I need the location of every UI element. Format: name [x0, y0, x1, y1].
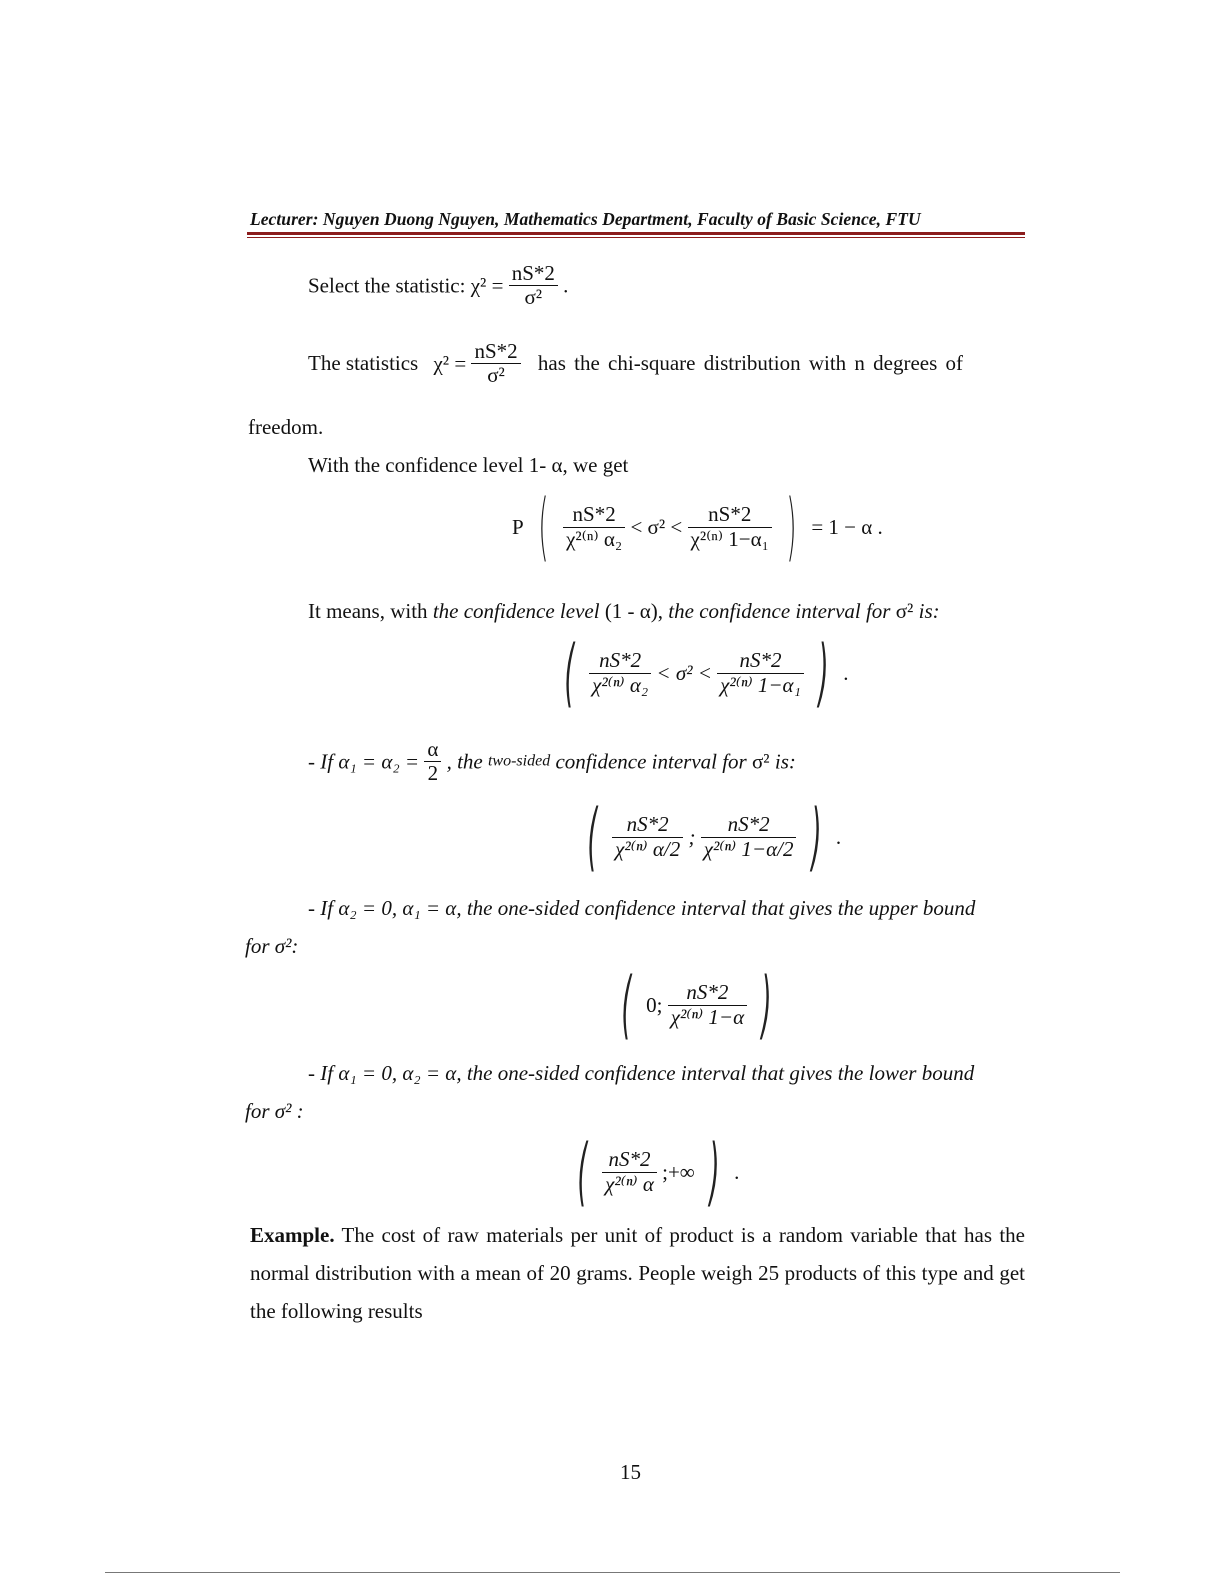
page-number: 15 — [620, 1460, 641, 1484]
confidence-interval-formula: ( $\frac{nS*2}{\text{χ²⁽ⁿ⁾ α₂}}$ < σ² < $\frac{nS*2}{\text{χ²⁽ⁿ⁾ 1−α₁}}$ ) . — [564, 630, 849, 716]
lower-bound-formula: ( $\frac{nS*2}{\text{χ²⁽ⁿ⁾ α}}$ ;+∞ ) . — [577, 1129, 740, 1215]
right-paren: ) — [786, 484, 797, 570]
example-paragraph: Example. The cost of raw materials per unit of product is a random variable that has the normal distribution with a mean of 20 grams. People weigh 25 products of this type and get the following results — [250, 1223, 1025, 1323]
header-rule-thick — [247, 232, 1025, 235]
lower-bound-line: - If α₁ = 0, α₂ = α, the one-sided confidence interval that gives the lower bound — [308, 1061, 975, 1085]
two-sided-formula: ( $\frac{nS*2}{\text{χ²⁽ⁿ⁾ α/2}}$ ; $\frac{nS*2}{\text{χ²⁽ⁿ⁾ 1−α/2}}$ ) . — [587, 794, 842, 880]
page-header: Lecturer: Nguyen Duong Nguyen, Mathematics Department, Faculty of Basic Science, FTU — [250, 209, 921, 229]
statistic-fraction: $\frac{nS*2}{\text{σ²}}$ — [509, 262, 558, 309]
two-sided-line: - If α₁ = α₂ = $\frac{\alpha}{2}$ , the two-sided confidence interval for σ² is: — [308, 737, 796, 786]
upper-bound-line: - If α₂ = 0, α₁ = α, the one-sided confidence interval that gives the upper bound — [308, 896, 976, 920]
select-statistic-line: Select the statistic: χ² = $\frac{nS*2}{\text{σ²}}$ . — [308, 261, 569, 310]
for-sigma-lower: for σ² : — [245, 1099, 304, 1123]
left-paren: ( — [538, 484, 549, 570]
bottom-rule — [105, 1572, 1120, 1573]
upper-bound-formula: ( 0; $\frac{nS*2}{\text{χ²⁽ⁿ⁾ 1−α}}$ ) — [621, 962, 772, 1048]
for-sigma-upper: for σ²: — [245, 934, 299, 958]
freedom-line: freedom. — [248, 415, 324, 439]
confidence-level-line: With the confidence level 1- α, we get — [308, 453, 629, 477]
it-means-line: It means, with the confidence level (1 - α), the confidence interval for σ² is: — [308, 599, 940, 623]
statistic-fraction-2: $\frac{nS*2}{\text{σ²}}$ — [471, 340, 520, 387]
header-rule-thin — [247, 237, 1025, 238]
statistics-line: The statistics χ² = $\frac{nS*2}{\text{σ²}}$ has the chi-square distribution with n degrees of — [308, 339, 964, 388]
probability-formula: P ( $\frac{nS*2}{\text{χ²⁽ⁿ⁾ α₂}}$ < σ² < $\frac{nS*2}{\text{χ²⁽ⁿ⁾ 1−α₁}}$ ) = 1 − α . — [512, 484, 883, 570]
